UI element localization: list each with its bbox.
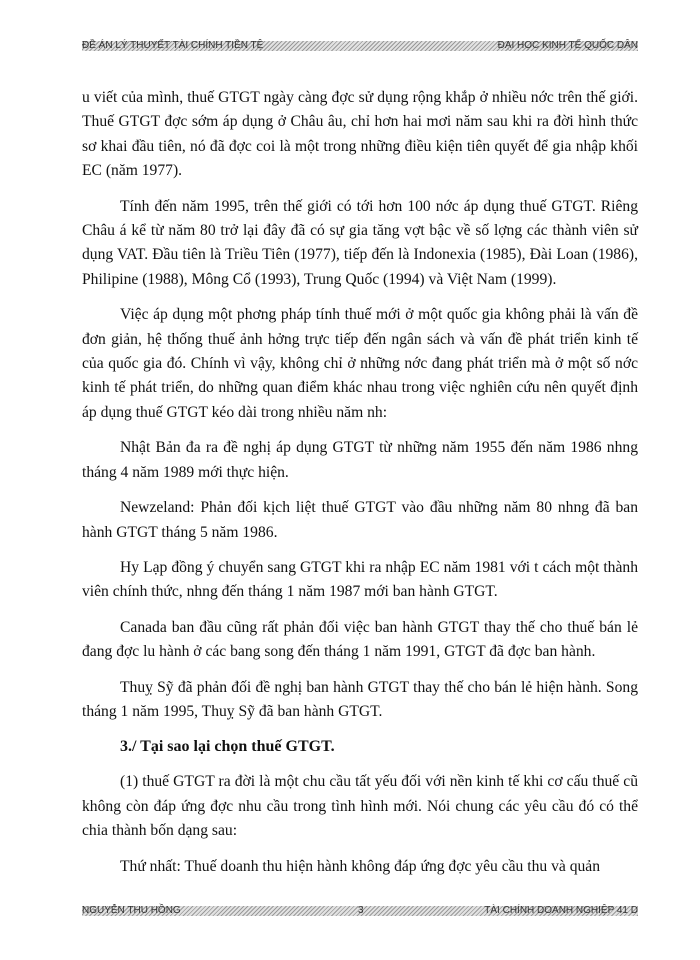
paragraph-1: u viết của mình, thuế GTGT ngày càng đợc sử dụng rộng khắp ở nhiều nớc trên thế giới. Thuế GTGT đợc sớm áp dụng ở Châu âu, chỉ hơn hai mơi năm sau khi ra đời hình thức sơ khai đầu tiên, nó đã đợc coi là một trong những điều kiện tiên quyết để gia nhập khối EC (năm 1977). — [82, 89, 638, 180]
footer-class: TÀI CHÍNH DOANH NGHIỆP 41 D — [484, 905, 638, 916]
page-number: 3 — [358, 905, 364, 916]
page-body — [82, 86, 638, 890]
paragraph-reason-1: (1) thuế GTGT ra đời là một chu cầu tất yếu đối với nền kinh tế khi cơ cấu thuế cũ không còn đáp ứng đợc nhu cầu trong tình hình mới. Nói chung các yêu cầu đó có thể chia thành bốn dạng sau: — [82, 773, 638, 840]
paragraph-2: Tính đến năm 1995, trên thế giới có tới hơn 100 nớc áp dụng thuế GTGT. Riêng Châu á kể từ năm 80 trở lại đây đã có sự gia tăng vợt bậc về số lợng các thành viên sử dụng VAT. Đầu tiên là Triều Tiên (1977), tiếp đến là Indonexia (1985), Đài Loan (1986), Philipine (1988), Mông Cổ (1993), Trung Quốc (1994) và Việt Nam (1999). — [82, 197, 638, 288]
header-right-text: ĐẠI HỌC KINH TẾ QUỐC DÂN — [497, 40, 638, 51]
footer-author: NGUYỄN THU HỒNG — [82, 905, 181, 916]
section-heading: 3./ Tại sao lại chọn thuế GTGT. — [120, 738, 335, 756]
paragraph-canada: Canada ban đầu cũng rất phản đối việc ban hành GTGT thay thế cho thuế bán lẻ đang đợc lu hành ở các bang song đến tháng 1 năm 1991, GTGT đã đợc ban hành. — [82, 618, 638, 661]
paragraph-first-point: Thứ nhất: Thuế doanh thu hiện hành không đáp ứng đợc yêu cầu thu và quản — [120, 857, 601, 875]
paragraph-newzealand: Newzeland: Phản đối kịch liệt thuế GTGT vào đầu những năm 80 nhng đã ban hành GTGT tháng 5 năm 1986. — [82, 499, 638, 541]
paragraph-greece: Hy Lạp đồng ý chuyển sang GTGT khi ra nhập EC năm 1981 với t cách một thành viên chính thức, nhng đến tháng 1 năm 1987 mới ban hành GTGT. — [82, 558, 638, 601]
paragraph-3: Việc áp dụng một phơng pháp tính thuế mới ở một quốc gia không phải là vấn đề đơn giản, hệ thống thuế ảnh hởng trực tiếp đến ngân sách và vấn đề phát triển kinh tế của quốc gia đó. Chính vì vậy, không chỉ ở những nớc đang phát triển mà ở một số nớc kinh tế phát triển, do những quan điểm khác nhau trong việc nghiên cứu nên quyết định áp dụng thuế GTGT kéo dài trong nhiều năm nh: — [82, 306, 638, 421]
header-left-text: ĐỀ ÁN LÝ THUYẾT TÀI CHÍNH TIỀN TỆ — [82, 40, 264, 51]
page-header — [82, 41, 638, 51]
paragraph-switzerland: Thuỵ Sỹ đã phản đối đề nghị ban hành GTGT thay thế cho bán lẻ hiện hành. Song tháng 1 năm 1995, Thuỵ Sỹ đã ban hành GTGT. — [82, 678, 638, 720]
paragraph-japan: Nhật Bản đa ra đề nghị áp dụng GTGT từ những năm 1955 đến năm 1986 nhng tháng 4 năm 1989 mới thực hiện. — [82, 439, 638, 481]
page-footer — [82, 906, 638, 916]
